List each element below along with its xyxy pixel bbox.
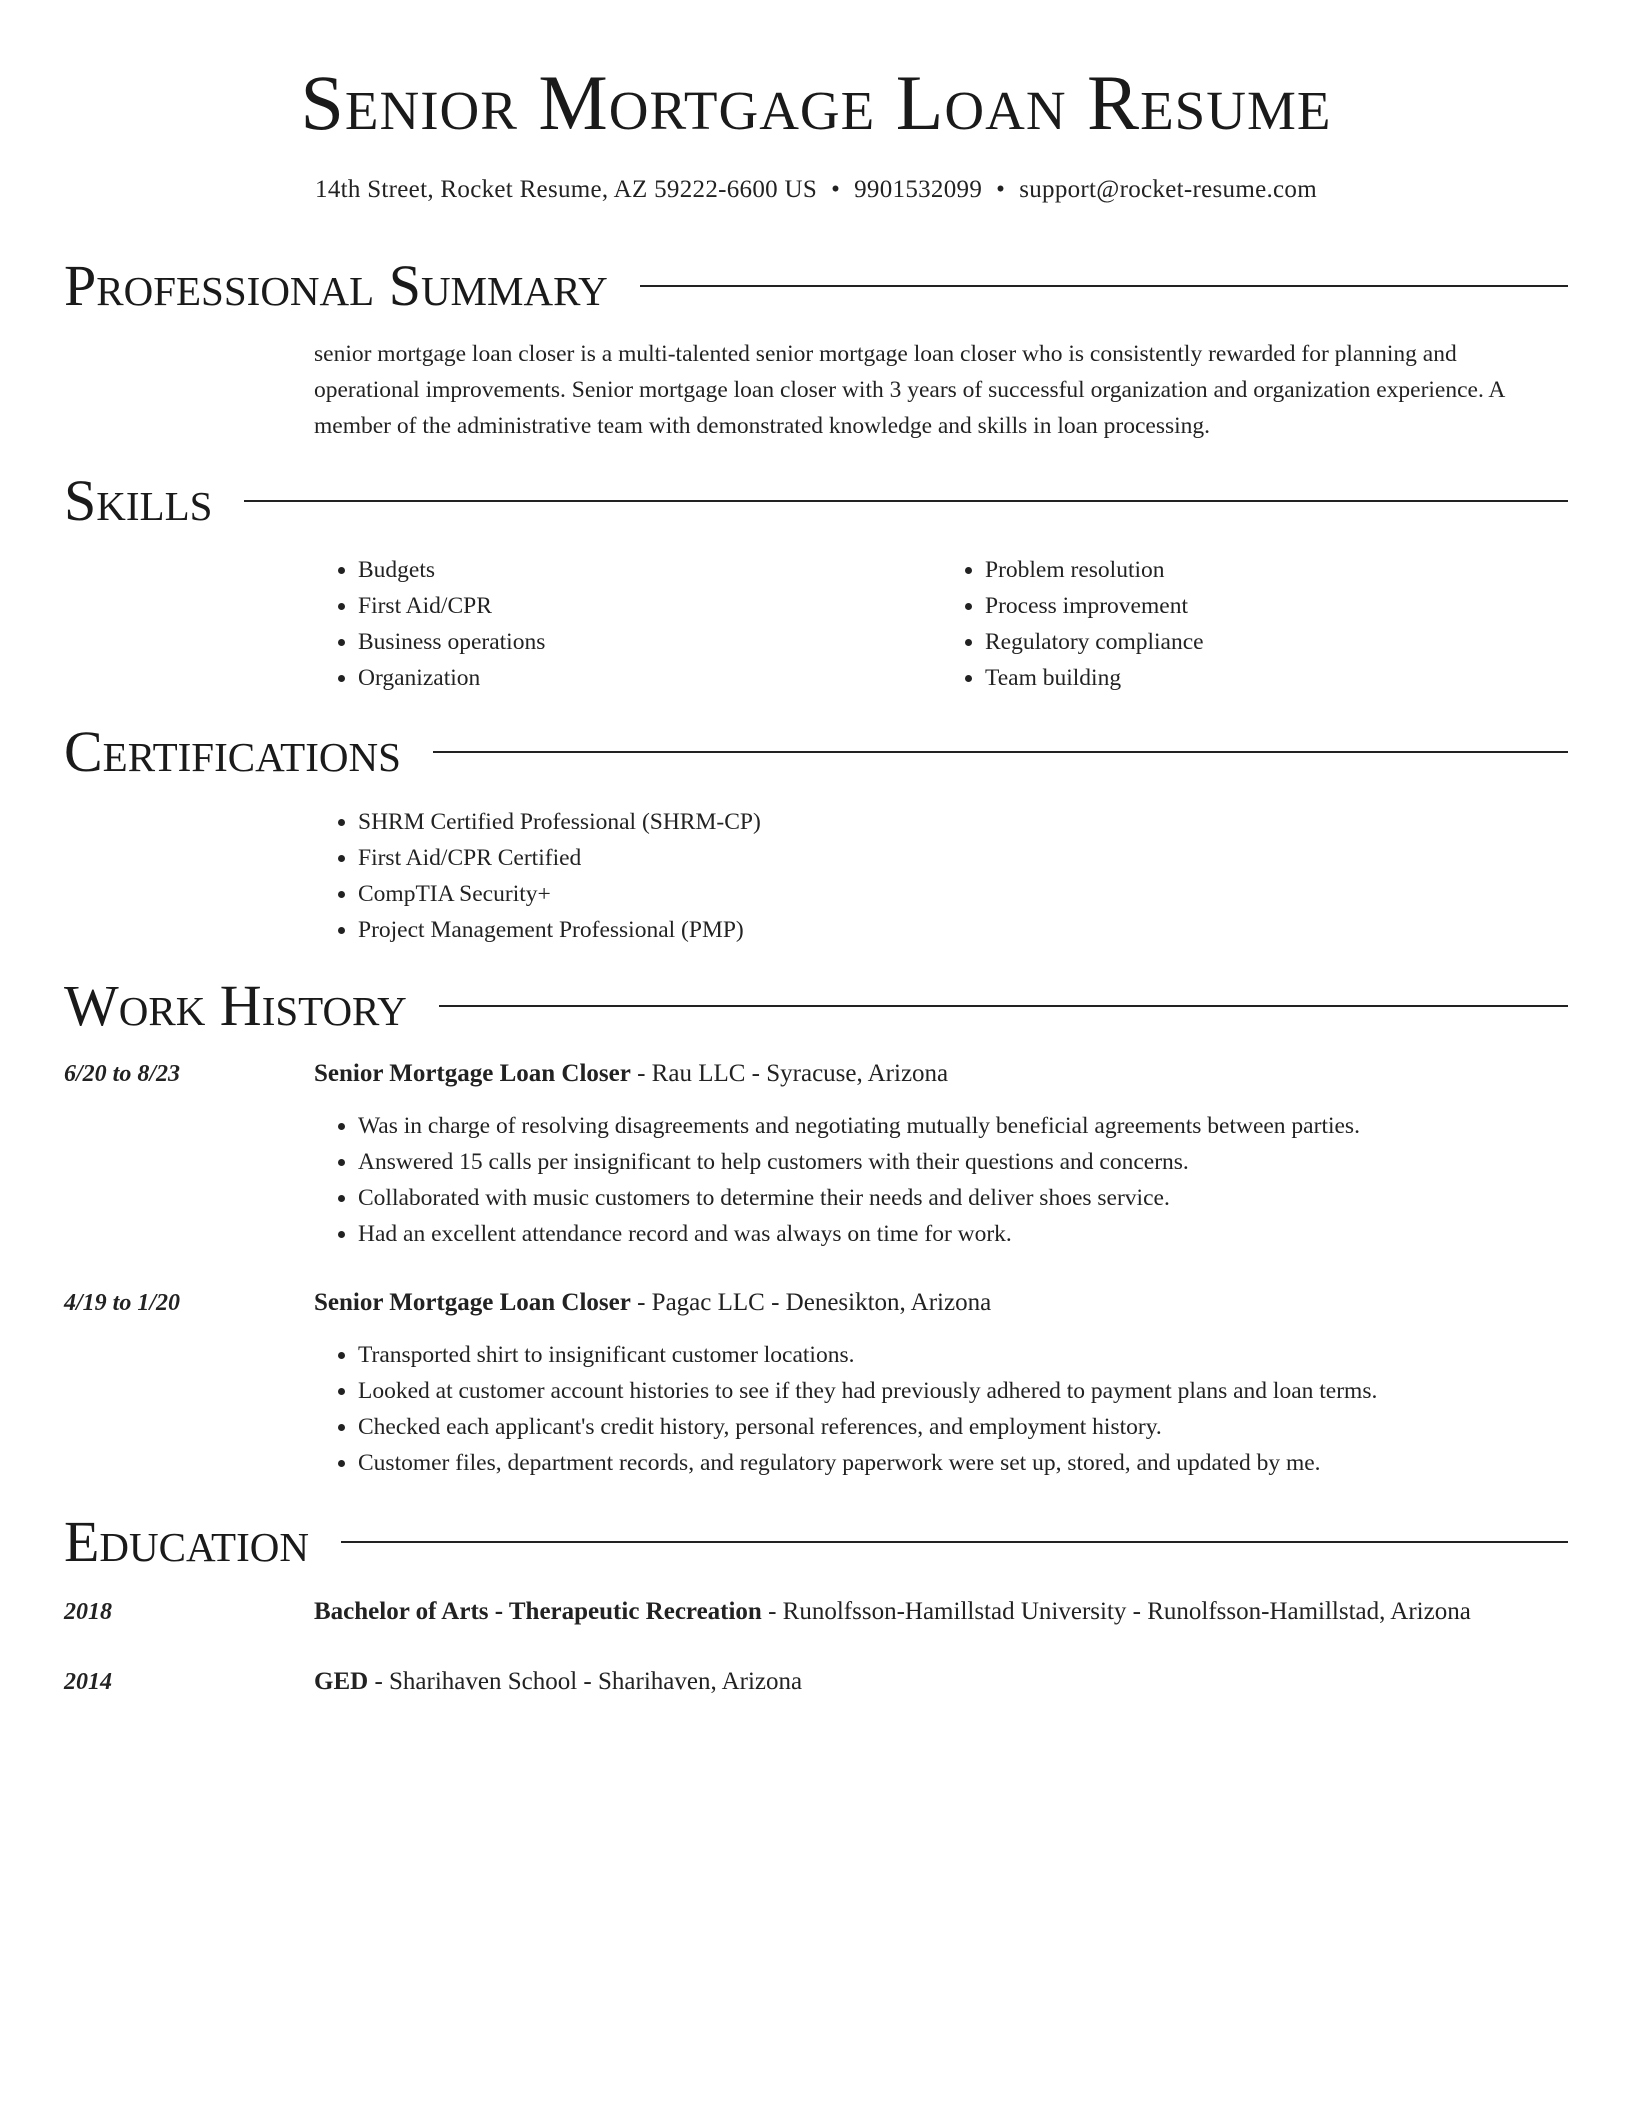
- skill-item: • Regulatory compliance: [985, 624, 1568, 660]
- job-bullet: • Customer files, department records, and regulatory paperwork were set up, stored, and updated by me.: [358, 1445, 1568, 1481]
- summary-text: senior mortgage loan closer is a multi-talented senior mortgage loan closer who is consistently rewarded for planning and operational improvements. Senior mortgage loan closer with 3 years of successful organization and organization experience. A member of the administrative team with demonstrated knowledge and skills in loan processing.: [314, 341, 1505, 439]
- skills-grid: [314, 552, 1568, 696]
- job-bullet: • Had an excellent attendance record and was always on time for work.: [358, 1216, 1568, 1252]
- job-employer: - Rau LLC - Syracuse, Arizona: [630, 1060, 949, 1087]
- skill-item: • Team building: [985, 660, 1568, 696]
- education-school: - Sharihaven School - Sharihaven, Arizona: [368, 1668, 803, 1695]
- certifications-heading: Certifications: [64, 719, 401, 784]
- job-employer: - Pagac LLC - Denesikton, Arizona: [630, 1289, 992, 1316]
- summary-body: [314, 336, 1568, 444]
- contact-separator: •: [996, 176, 1006, 203]
- education-entry: [314, 1594, 1568, 1630]
- skill-item: • Problem resolution: [985, 552, 1568, 588]
- education-entry: [314, 1664, 1568, 1700]
- education-degree: Bachelor of Arts - Therapeutic Recreation: [314, 1598, 762, 1625]
- education-year: 2014: [64, 1669, 112, 1695]
- education-heading: Education: [64, 1509, 309, 1574]
- job-title: Senior Mortgage Loan Closer: [314, 1289, 631, 1316]
- section-divider: [640, 285, 1568, 287]
- contact-line: [64, 174, 1568, 206]
- contact-phone[interactable]: 9901532099: [854, 176, 983, 203]
- job-bullet: • Answered 15 calls per insignificant to help customers with their questions and concerns.: [358, 1144, 1568, 1180]
- job-dates: 6/20 to 8/23: [64, 1061, 181, 1087]
- skills-list-right: [941, 552, 1568, 696]
- section-divider: [433, 751, 1568, 753]
- job-title: Senior Mortgage Loan Closer: [314, 1060, 631, 1087]
- job-bullet: • Collaborated with music customers to determine their needs and deliver shoes service.: [358, 1180, 1568, 1216]
- education-line: [314, 1664, 1568, 1700]
- contact-separator: •: [831, 176, 841, 203]
- certifications-section-header: [64, 719, 1568, 784]
- section-divider: [341, 1541, 1568, 1543]
- certification-item: • Project Management Professional (PMP): [358, 912, 1568, 948]
- job-entry: [314, 1285, 1568, 1481]
- skills-list-left: [314, 552, 941, 696]
- job-bullet: • Was in charge of resolving disagreements and negotiating mutually beneficial agreements between parties.: [358, 1108, 1568, 1144]
- contact-email[interactable]: support@rocket-resume.com: [1019, 176, 1317, 203]
- education-section-header: [64, 1509, 1568, 1574]
- certifications-list: [314, 804, 1568, 948]
- job-dates: 4/19 to 1/20: [64, 1290, 181, 1316]
- job-heading: [314, 1285, 1568, 1321]
- contact-address: 14th Street, Rocket Resume, AZ 59222-6600 US: [315, 176, 818, 203]
- section-divider: [439, 1005, 1568, 1007]
- work-history-heading: Work History: [64, 973, 407, 1038]
- education-degree: GED: [314, 1668, 369, 1695]
- job-bullets: [314, 1108, 1568, 1252]
- job-bullet: • Checked each applicant's credit history, personal references, and employment history.: [358, 1409, 1568, 1445]
- education-line: [314, 1594, 1568, 1630]
- skill-item: • First Aid/CPR: [358, 588, 941, 624]
- education-school: - Runolfsson-Hamillstad University - Runolfsson-Hamillstad, Arizona: [761, 1598, 1471, 1625]
- resume-title: Senior Mortgage Loan Resume: [300, 59, 1332, 146]
- job-heading: [314, 1056, 1568, 1092]
- skill-item: • Organization: [358, 660, 941, 696]
- skill-item: • Process improvement: [985, 588, 1568, 624]
- skills-heading: Skills: [64, 468, 213, 533]
- skill-item: • Business operations: [358, 624, 941, 660]
- certifications-body: [314, 804, 1568, 948]
- skills-section-header: [64, 468, 1568, 533]
- job-bullets: [314, 1337, 1568, 1481]
- skill-item: • Budgets: [358, 552, 941, 588]
- section-divider: [244, 500, 1568, 502]
- certification-item: • SHRM Certified Professional (SHRM-CP): [358, 804, 1568, 840]
- job-bullet: • Looked at customer account histories to see if they had previously adhered to payment plans and loan terms.: [358, 1373, 1568, 1409]
- education-year: 2018: [64, 1599, 112, 1625]
- job-entry: [314, 1056, 1568, 1252]
- certification-item: • First Aid/CPR Certified: [358, 840, 1568, 876]
- summary-heading: Professional Summary: [64, 253, 608, 318]
- summary-section-header: [64, 253, 1568, 318]
- certification-item: • CompTIA Security+: [358, 876, 1568, 912]
- job-bullet: • Transported shirt to insignificant customer locations.: [358, 1337, 1568, 1373]
- work-history-section-header: [64, 973, 1568, 1038]
